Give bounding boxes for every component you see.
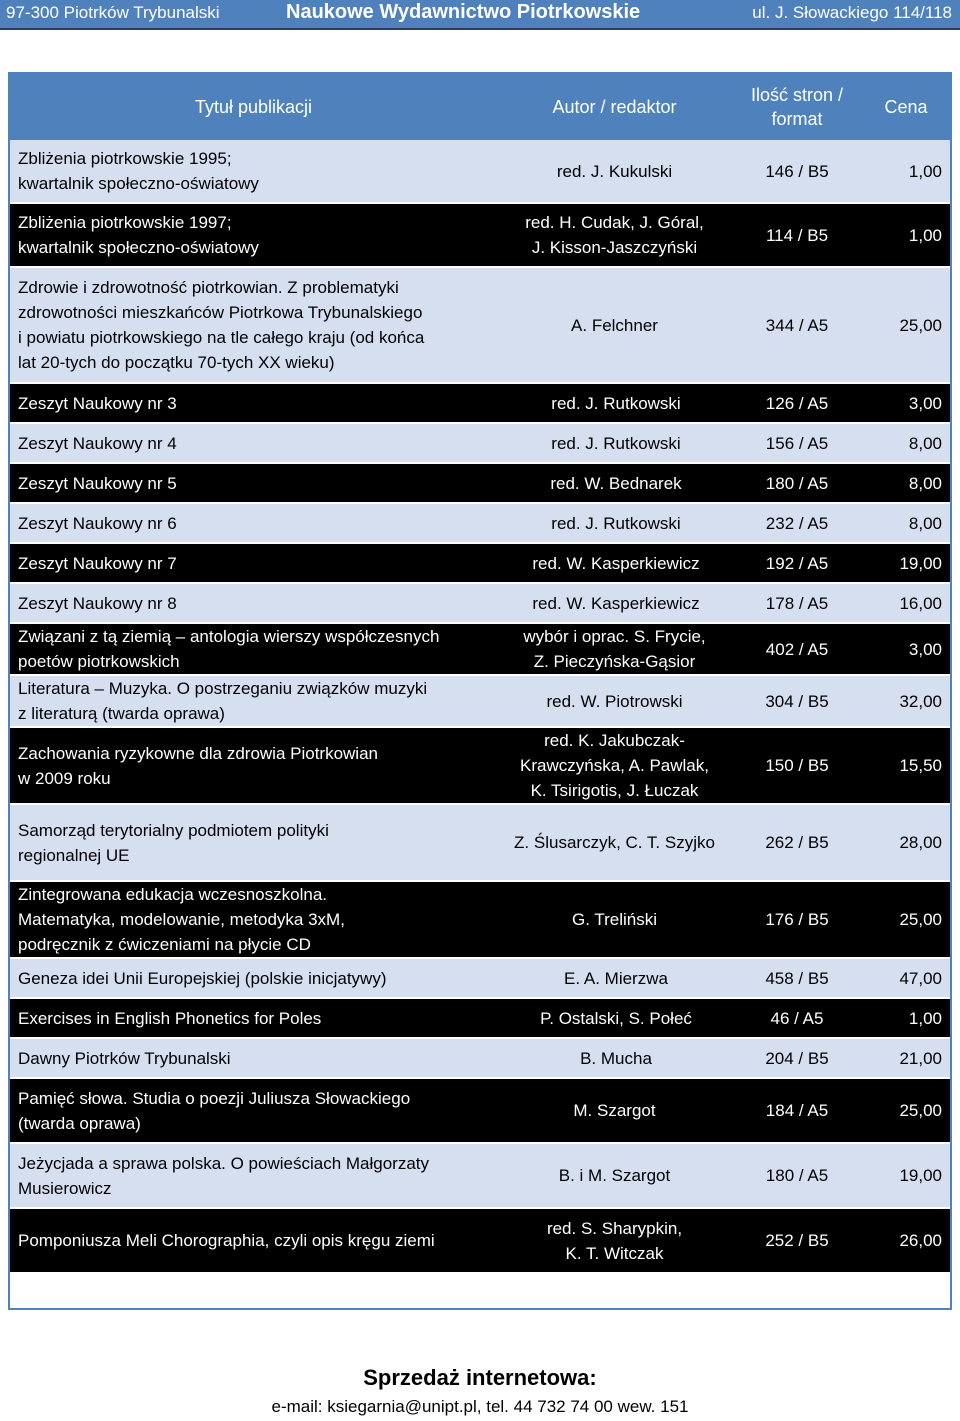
cell-title: Zeszyt Naukowy nr 6 <box>18 513 177 533</box>
cell-pages: 262 / B5 <box>765 833 829 852</box>
cell-price: 8,00 <box>908 473 942 493</box>
cell-pages: 46 / A5 <box>770 1008 824 1028</box>
cell-pages: 344 / A5 <box>765 315 829 335</box>
cell-price: 19,00 <box>899 553 942 573</box>
cell-pages: 156 / A5 <box>765 433 829 453</box>
cell-price: 3,00 <box>908 393 942 413</box>
cell-price: 47,00 <box>899 968 942 988</box>
address-street: ul. J. Słowackiego 114/118 <box>752 3 952 22</box>
cell-author: red. W. Piotrowski <box>546 691 683 711</box>
cell-pages: 176 / B5 <box>765 910 829 929</box>
cell-author: M. Szargot <box>573 1101 656 1120</box>
cell-price: 16,00 <box>899 593 942 613</box>
table-row <box>10 584 950 624</box>
cell-price: 32,00 <box>899 691 942 711</box>
cell-title: Zeszyt Naukowy nr 8 <box>18 593 177 613</box>
cell-author: G. Treliński <box>571 910 658 929</box>
cell-author: red. J. Rutkowski <box>551 393 681 413</box>
cell-pages: 252 / B5 <box>765 1231 829 1250</box>
cell-pages: 184 / A5 <box>765 1101 829 1120</box>
cell-pages: 178 / A5 <box>765 593 829 613</box>
cell-title: Literatura – Muzyka. O postrzeganiu związków muzyki z literaturą (twarda oprawa) <box>18 679 428 723</box>
cell-title: Zintegrowana edukacja wczesnoszkolna. Matematyka, modelowanie, metodyka 3xM, podręcznik z ćwiczeniami na płycie CD <box>18 885 345 954</box>
cell-pages: 180 / A5 <box>765 1166 829 1185</box>
table-row <box>10 1039 950 1079</box>
cell-author: P. Ostalski, S. Połeć <box>540 1008 692 1028</box>
cell-title: Samorząd terytorialny podmiotem polityki regionalnej UE <box>18 820 329 865</box>
header-divider <box>0 28 960 30</box>
cell-pages: 150 / B5 <box>765 756 829 775</box>
cell-price: 19,00 <box>899 1166 942 1185</box>
cell-title: Pamięć słowa. Studia o poezji Juliusza Słowackiego (twarda oprawa) <box>18 1088 411 1133</box>
cell-title: Zbliżenia piotrkowskie 1995; kwartalnik społeczno-oświatowy <box>18 149 259 193</box>
table-row <box>10 1144 950 1209</box>
cell-price: 8,00 <box>908 513 942 533</box>
cell-author: red. S. Sharypkin, K. T. Witczak <box>546 1218 683 1263</box>
cell-author: E. A. Mierzwa <box>564 968 668 988</box>
cell-author: wybór i oprac. S. Frycie, Z. Pieczyńska-Gąsior <box>523 627 706 671</box>
cell-price: 28,00 <box>899 833 942 852</box>
table-row <box>10 140 950 204</box>
cell-author: red. W. Kasperkiewicz <box>532 553 700 573</box>
cell-title: Zeszyt Naukowy nr 3 <box>18 393 177 413</box>
cell-author: red. K. Jakubczak- Krawczyńska, A. Pawlak, K. Tsirigotis, J. Łuczak <box>520 731 709 800</box>
cell-title: Zeszyt Naukowy nr 7 <box>18 553 177 573</box>
cell-author: red. J. Kukulski <box>556 161 673 181</box>
cell-pages: 192 / A5 <box>765 553 829 573</box>
publisher-name: Naukowe Wydawnictwo Piotrkowskie <box>286 1 641 23</box>
cell-title: Geneza idei Unii Europejskiej (polskie inicjatywy) <box>18 968 387 988</box>
cell-title: Pomponiusza Meli Chorographia, czyli opis kręgu ziemi <box>18 1231 435 1250</box>
cell-title: Zeszyt Naukowy nr 4 <box>18 433 177 453</box>
table-row <box>10 959 950 999</box>
header-bar <box>0 0 960 28</box>
cell-title: Dawny Piotrków Trybunalski <box>18 1048 231 1068</box>
cell-author: red. J. Rutkowski <box>551 433 681 453</box>
cell-price: 8,00 <box>908 433 942 453</box>
cell-pages: 458 / B5 <box>765 968 829 988</box>
header-author: Autor / redaktor <box>552 97 677 117</box>
cell-author: red. W. Kasperkiewicz <box>532 593 700 613</box>
cell-pages: 232 / A5 <box>765 513 829 533</box>
cell-author: red. W. Bednarek <box>550 473 682 493</box>
table-row <box>10 268 950 384</box>
cell-title: Exercises in English Phonetics for Poles <box>18 1008 322 1028</box>
cell-pages: 402 / A5 <box>765 639 829 659</box>
cell-pages: 146 / B5 <box>765 161 829 181</box>
cell-pages: 180 / A5 <box>765 473 829 493</box>
table-row <box>10 882 950 959</box>
table-row <box>10 544 950 584</box>
table-row <box>10 464 950 504</box>
cell-price: 25,00 <box>899 910 942 929</box>
cell-pages: 204 / B5 <box>765 1048 829 1068</box>
cell-price: 21,00 <box>899 1048 942 1068</box>
cell-price: 1,00 <box>908 1008 942 1028</box>
table-row <box>10 624 950 676</box>
cell-title: Zbliżenia piotrkowskie 1997; kwartalnik społeczno-oświatowy <box>18 213 259 257</box>
cell-author: B. i M. Szargot <box>558 1166 671 1185</box>
cell-author: red. H. Cudak, J. Góral, J. Kisson-Jaszczyński <box>525 213 704 257</box>
footer-contact: e-mail: ksiegarnia@unipt.pl, tel. 44 732 74 00 wew. 151 <box>271 1397 689 1416</box>
cell-price: 15,50 <box>899 756 942 775</box>
table-row <box>10 384 950 424</box>
cell-author: red. J. Rutkowski <box>551 513 681 533</box>
table-header <box>10 74 950 140</box>
table-row <box>10 504 950 544</box>
cell-title: Zeszyt Naukowy nr 5 <box>18 473 177 493</box>
table-row <box>10 676 950 728</box>
cell-title: Związani z tą ziemią – antologia wierszy współczesnych poetów piotrkowskich <box>18 627 440 671</box>
cell-pages: 126 / A5 <box>765 393 829 413</box>
cell-author: A. Felchner <box>571 315 658 335</box>
cell-title: Zdrowie i zdrowotność piotrkowian. Z problematyki zdrowotności mieszkańców Piotrkowa Trybunalskiego i powiatu piotrkowskiego na tle całego kraju (od końca lat 20-tych do początku 70-tych XX wieku) <box>18 278 425 372</box>
cell-author: B. Mucha <box>580 1048 652 1068</box>
address-city: 97-300 Piotrków Trybunalski <box>6 3 220 22</box>
cell-price: 1,00 <box>908 225 942 245</box>
table-row <box>10 999 950 1039</box>
cell-price: 1,00 <box>908 161 942 181</box>
table-row <box>10 728 950 805</box>
cell-price: 26,00 <box>899 1231 942 1250</box>
header-pages: Ilość stron / format <box>750 85 844 129</box>
cell-author: Z. Ślusarczyk, C. T. Szyjko <box>514 833 715 852</box>
table-row <box>10 1209 950 1274</box>
header-title: Tytuł publikacji <box>194 97 313 117</box>
table-row <box>10 805 950 882</box>
table-row <box>10 204 950 268</box>
cell-price: 25,00 <box>899 1101 942 1120</box>
cell-pages: 114 / B5 <box>765 225 829 245</box>
header-price: Cena <box>884 97 928 117</box>
table-row <box>10 1079 950 1144</box>
footer-title: Sprzedaż internetowa: <box>363 1365 597 1390</box>
cell-price: 3,00 <box>908 639 942 659</box>
cell-pages: 304 / B5 <box>765 691 829 711</box>
publications-table <box>8 72 952 1310</box>
table-row <box>10 424 950 464</box>
table-body <box>10 140 950 1274</box>
cell-title: Jeżycjada a sprawa polska. O powieściach Małgorzaty Musierowicz <box>18 1153 430 1198</box>
cell-price: 25,00 <box>899 315 942 335</box>
cell-title: Zachowania ryzykowne dla zdrowia Piotrkowian w 2009 roku <box>18 743 378 788</box>
